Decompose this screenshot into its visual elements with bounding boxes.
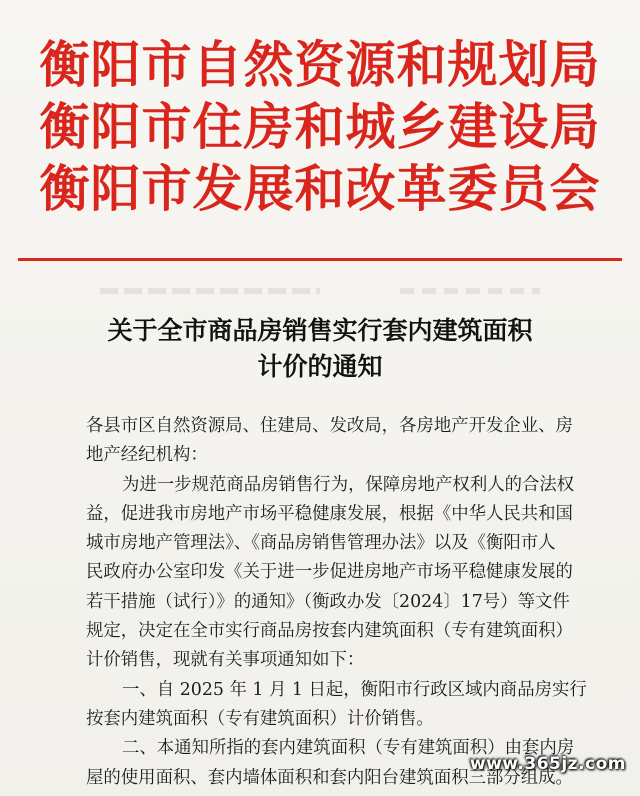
site-watermark: www.365jz.com	[469, 754, 626, 774]
body-line: 屋的使用面积、套内墙体面积和套内阳台建筑面积三部分组成。	[86, 767, 573, 788]
body-line: 城市房地产管理法》、《商品房销售管理办法》以及《衡阳市人	[86, 533, 556, 554]
body-line: 计价销售，现就有关事项通知如下：	[86, 650, 365, 671]
body-line: 各县市区自然资源局、住建局、发改局，各房地产开发企业、房	[86, 416, 573, 436]
body-line: 规定，决定在全市实行商品房按套内建筑面积（专有建筑面积）	[86, 621, 573, 642]
body-line: 地产经纪机构：	[86, 445, 208, 466]
red-divider-line	[18, 258, 622, 261]
agency-name-3: 衡阳市发展和改革委员会	[39, 159, 601, 218]
body-line: 民政府办公室印发《关于进一步促进房地产市场平稳健康发展的	[86, 562, 573, 583]
body-line: 按套内建筑面积（专有建筑面积）计价销售。	[86, 708, 434, 729]
document-title-line-1: 关于全市商品房销售实行套内建筑面积	[107, 316, 533, 345]
body-line: 为进一步规范商品房销售行为，保障房地产权利人的合法权	[122, 474, 575, 495]
body-line: 益，促进我市房地产市场平稳健康发展，根据《中华人民共和国	[86, 503, 573, 524]
body-line: 若干措施（试行）》的通知》（衡政办发〔2024〕17号）等文件	[86, 591, 570, 612]
agency-name-2: 衡阳市住房和城乡建设局	[39, 97, 601, 156]
document-body	[86, 412, 606, 793]
faint-stamp-mark	[100, 288, 320, 294]
agency-name-1: 衡阳市自然资源和规划局	[39, 35, 601, 94]
body-line: 一、自 2025 年 1 月 1 日起，衡阳市行政区域内商品房实行	[122, 679, 587, 700]
document-title-line-2: 计价的通知	[257, 352, 383, 381]
faint-stamp-mark-2	[400, 288, 540, 294]
body-line: 二、本通知所指的套内建筑面积（专有建筑面积）由套内房	[122, 738, 575, 759]
